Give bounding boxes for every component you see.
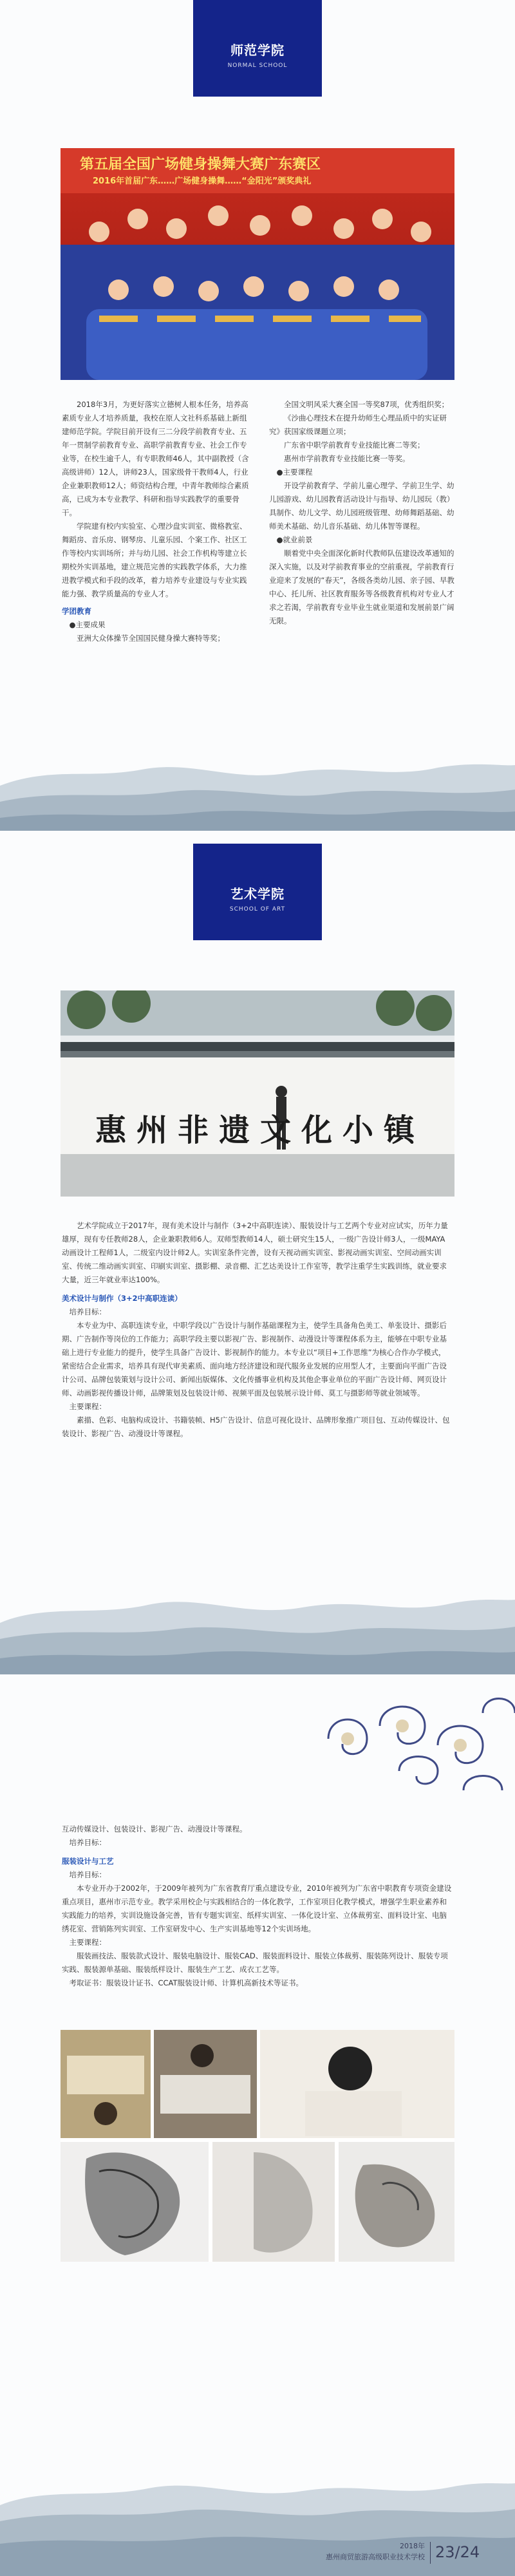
employ-label: 培养目标： xyxy=(69,1838,106,1847)
mountain-landscape-decoration xyxy=(0,728,515,831)
page-art-school-continued xyxy=(0,1687,515,2576)
cultural-town-wall-photo xyxy=(61,990,454,1197)
facilities-paragraph: 学院建有校内实验室、心理沙盘实训室、微格教室、舞蹈房、音乐房、钢琴房、儿童乐园、个案工作、社区工作等校内实训场所；并与幼儿园、社会工作机构等建立长期校外实训基地，建立规范完善的实践教学体系，大力推进教学模式和手段的改革，着力培养专业建设与专业实践能力强、教学质量高的专业人才。 xyxy=(62,522,247,598)
page-normal-school xyxy=(0,0,515,831)
page-footer xyxy=(283,2541,489,2566)
badge-title: 师范学院 xyxy=(230,43,285,58)
section1-goal: 本专业为中、高职连读专业，中职学段以广告设计与制作基础课程为主，使学生具备角色美工、单张设计、摄影后期、广告制作等岗位的工作能力；高职学段主要以影视广告、影视制作、动漫设计等课程体系为主，能够在中职专业基础上进行专业能力的提升，使学生具备广告设计、影视制作的能力。本专业以“项目+工作思维”为核心合作办学模式，紧密结合企业需求，培养具有现代审美素质、面向地方经济建设和现代服务业发展的应用型人才，主要面向平面广告设计公司、品牌包装策划与设计公司、新闻出版媒体、文化传播事业机构及其他企事业单位的平面广告设计师、网页设计师、动画影视传播设计师，品牌策划及包装设计师、视频平面及包装展示设计师、莫工与摄影师等就业领域等。 xyxy=(62,1321,447,1397)
continued-courses: 互动传媒设计、包装设计、影视广告、动漫设计等课程。 xyxy=(62,1824,247,1833)
photo-banner-line-2: 2016年首届广东……广场健身操舞……“金阳光”颁奖典礼 xyxy=(93,176,312,186)
achievement-item-4: 广东省中职学前教育专业技能比赛二等奖； xyxy=(284,440,425,450)
courses-paragraph: 开设学前教育学、学前儿童心理学、学前卫生学、幼儿园游戏、幼儿园教育活动设计与指导、幼儿园玩（教）具制作、幼儿文学、幼儿园班级管理、幼师舞蹈基础、幼师美术基础、幼儿音乐基础、幼儿体智等课程。 xyxy=(269,481,454,531)
intro-paragraph: 2018年3月，为更好落实立德树人根本任务，培养高素质专业人才培养质量，我校在原人文社科系基础上新组建师范学院。学院目前开设有三二分段学前教育专业、五年一贯制学前教育专业、高职学前教育专业、社会工作专业等，在校生逾千人，有专职教师46人，其中副教授（含高级讲师）12人，讲师23人，国家级骨干教师4人，行业企业兼职教师12人；师资结构合理，中青年教师综合素质高，已成为本专业教学、科研和指导实践教学的重要骨干。 xyxy=(62,400,249,517)
art-school-text xyxy=(62,1219,452,1441)
badge-title: 艺术学院 xyxy=(230,886,285,902)
section2-courses: 服装画技法、服装款式设计、服装电脑设计、服装CAD、服装面料设计、服装立体裁剪、服装陈列设计、服装专项实践、服装源单基础、服装纸样设计、服装生产工艺、成衣工艺等。 xyxy=(62,1951,448,1974)
badge-subtitle: SCHOOL OF ART xyxy=(229,906,286,913)
employment-heading: ●就业前景 xyxy=(276,535,313,544)
section2-courses-label: 主要课程： xyxy=(69,1938,106,1947)
section2-title: 服装设计与工艺 xyxy=(62,1857,114,1866)
section1-title: 美术设计与制作（3+2中高职连读） xyxy=(62,1294,182,1303)
footer-divider xyxy=(430,2542,431,2564)
footer-school: 惠州商贸旅游高级职业技术学校 xyxy=(326,2553,425,2561)
dance-performance-photo xyxy=(61,148,454,380)
normal-school-left-column xyxy=(62,398,254,645)
mountain-landscape-decoration xyxy=(0,1558,515,1674)
normal-school-badge xyxy=(193,0,322,97)
page-art-school xyxy=(0,844,515,1674)
section1-courses-label: 主要课程： xyxy=(69,1402,106,1411)
section1-courses: 素描、色彩、电脑构成设计、书籍装帧、H5广告设计、信息可视化设计、品牌形象推广项目包、互动传媒设计、包装设计、影视广告、动漫设计等课程。 xyxy=(62,1416,450,1438)
page-number xyxy=(435,2543,480,2561)
achievement-item-5: 惠州市学前教育专业技能比赛一等奖。 xyxy=(284,454,410,463)
achievement-item-2: 全国文明风采大赛全国一等奖87项，优秀组织奖； xyxy=(284,400,449,409)
achievement-item-3: 《沙曲心理技术在提升幼师生心理品质中的实证研究》获国家级课题立项； xyxy=(269,413,447,436)
section2-goal-label: 培养目标： xyxy=(69,1870,106,1879)
cloud-pattern-decoration xyxy=(303,1687,515,1816)
badge-subtitle: NORMAL SCHOOL xyxy=(227,62,288,69)
art-school-badge xyxy=(193,844,322,940)
achievement-item-1: 亚洲大众体操节全国国民健身操大赛特等奖； xyxy=(77,634,225,643)
section-heading-xuetuan: 学团教育 xyxy=(62,607,91,616)
section1-goal-label: 培养目标： xyxy=(69,1307,106,1316)
section2-certificates: 考取证书：服装设计证书、CCAT服装设计师、计算机高新技术等证书。 xyxy=(69,1978,304,1987)
footer-year: 2018年 xyxy=(400,2542,425,2550)
page-current: 23 xyxy=(435,2543,455,2561)
achievements-heading: ●主要成果 xyxy=(69,620,106,629)
art-school-text-continued xyxy=(62,1823,452,1990)
page-total: /24 xyxy=(454,2543,480,2561)
workshop-photo-collage xyxy=(61,2030,454,2262)
section2-goal: 本专业开办于2002年，于2009年被列为广东省教育厅重点建设专业，2010年被列为广东省中职教育专项资金建设重点项目，惠州市示范专业。教学采用校企与实践相结合的一体化教学，工作室项目化教学模式，增强学生职业素养和实践能力的培养，实训设施设备完善，皆有专题实训室、纸样实训室、一体化设计室、立体裁剪室、面料设计室、电脑绣花室、营销陈列实训室、工作室研发中心、生产实训基地等12个实训场地。 xyxy=(62,1884,452,1933)
courses-heading: ●主要课程 xyxy=(276,468,313,477)
normal-school-right-column xyxy=(269,398,454,628)
wall-calligraphy: 惠州非遗文化小镇 xyxy=(95,1112,425,1148)
art-intro-paragraph: 艺术学院成立于2017年，现有美术设计与制作（3+2中高职连读）、服装设计与工艺两个专业对应试实，历年力量雄厚，现有专任教师28人，企业兼职教师6人。双师型教师14人，硕士研究生15人，一级广告设计师3人，一级MAYA动画设计工程师1人，二级室内设计师2人。实训室条件完善，设有天视动画实训室、影视动画实训室、空间动画实训室、传统二维动画实训室、印刷实训室、摄影棚、录音棚、汇艺达美设计工作室等，教学注重学生实践训练，就业要求大量，近三年就业率达100%。 xyxy=(62,1221,448,1284)
photo-banner-line-1: 第五届全国广场健身操舞大赛广东赛区 xyxy=(80,156,321,173)
employment-paragraph: 顺着党中央全面深化新时代教师队伍建设改革通知的深入实施，以及对学前教育事业的空前重视，学前教育行业迎来了发展的“春天”，各级各类幼儿园、亲子园、早教中心、托儿所、社区教育服务等各级教育机构对专业人才求之若渴，学前教育专业毕业生就业渠道和发展前景广阔无限。 xyxy=(269,549,454,625)
